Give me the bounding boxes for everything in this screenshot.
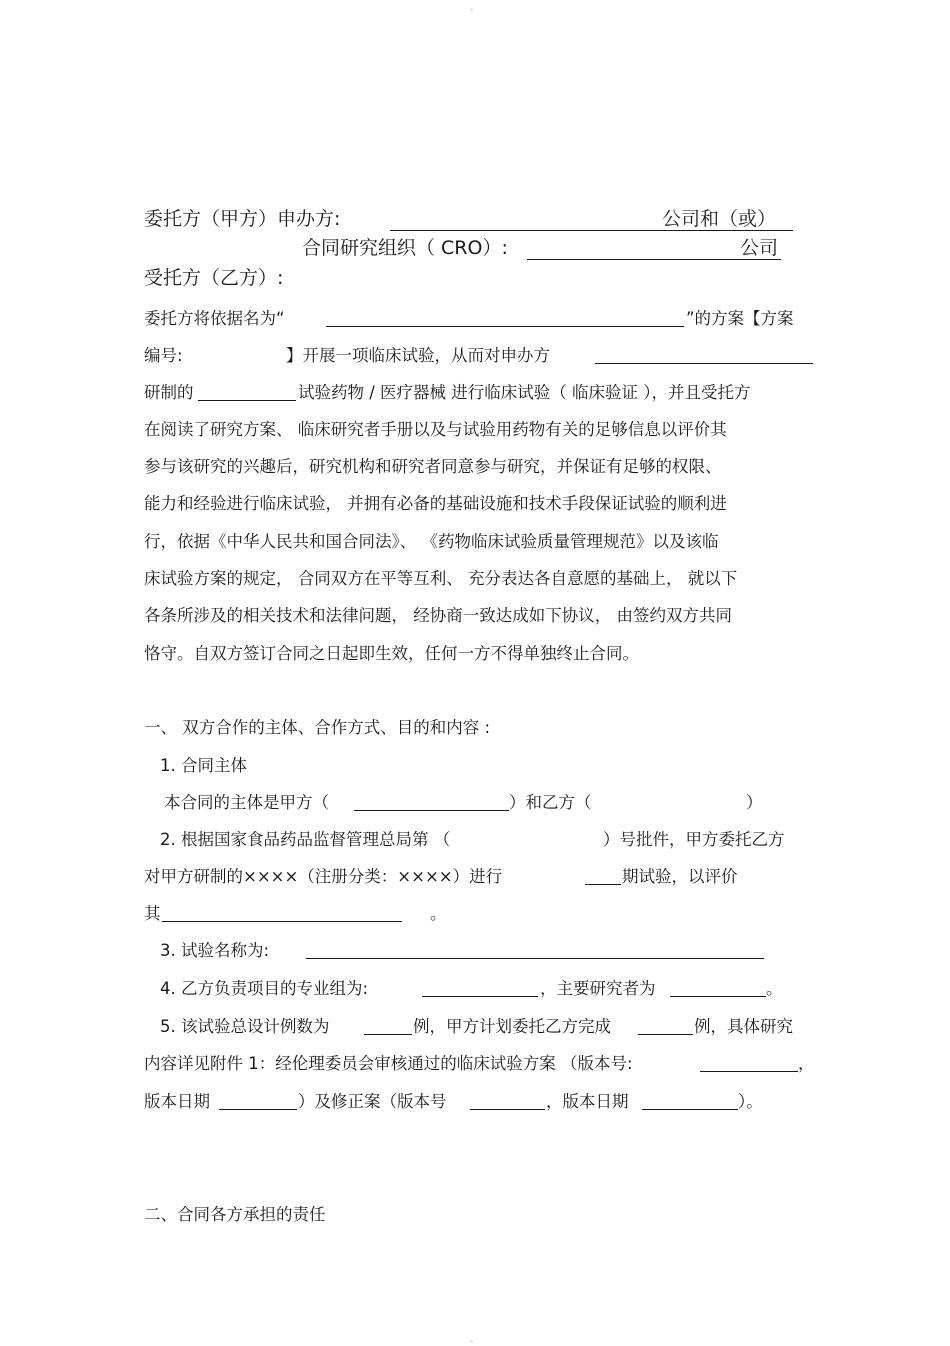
- cro-label: 合同研究组织（ CRO）:: [302, 237, 508, 259]
- item4-text-b: ，主要研究者为: [540, 979, 656, 998]
- intro-line-1a: 委托方将依据名为“: [144, 309, 285, 328]
- item5-text-g: ）及修正案（版本号: [298, 1092, 447, 1111]
- intro-line-8: 床试验方案的规定， 合同双方在平等互利、 充分表达各自意愿的基础上， 就以下: [144, 569, 738, 588]
- specialty-group-blank[interactable]: [422, 978, 538, 997]
- item5-text-f: 版本日期: [144, 1092, 210, 1111]
- item2-text-c: 对甲方研制的××××（注册分类：××××）进行: [144, 867, 503, 886]
- intro-line-1b: ”的方案【方案: [686, 309, 794, 328]
- item2-text-a: 2. 根据国家食品药品监督管理总局第 （: [160, 830, 451, 849]
- intro-line-3a: 研制的: [144, 383, 194, 402]
- intro-line-6: 能力和经验进行临床试验， 并拥有必备的基础设施和技术手段保证试验的顺利进: [144, 494, 727, 513]
- protocol-name-blank[interactable]: [326, 308, 684, 327]
- item2-text-e: 其: [144, 904, 161, 923]
- item1-text-c: ）: [746, 793, 763, 812]
- assigned-cases-blank[interactable]: [638, 1016, 693, 1035]
- page-bottom-mark: 。: [470, 1335, 478, 1344]
- intro-line-2a: 编号:: [144, 346, 183, 365]
- item5-text-a: 5. 该试验总设计例数为: [160, 1017, 330, 1036]
- item1-title: 1. 合同主体: [160, 756, 247, 775]
- version-date-blank[interactable]: [219, 1091, 297, 1110]
- section2-title: 二、合同各方承担的责任: [144, 1205, 326, 1224]
- item2-text-f: 。: [430, 904, 447, 923]
- item5-text-b: 例，甲方计划委托乙方完成: [413, 1017, 611, 1036]
- item4-text-c: 。: [766, 979, 783, 998]
- total-cases-blank[interactable]: [364, 1016, 412, 1035]
- trial-name-blank[interactable]: [306, 940, 764, 959]
- intro-line-9: 各条所涉及的相关技术和法律问题， 经协商一致达成如下协议， 由签约双方共同: [144, 606, 732, 625]
- intro-line-3b: 试验药物 / 医疗器械 进行临床试验（ 临床验证 ），并且受托方: [298, 383, 751, 402]
- sponsor-blank[interactable]: [595, 345, 813, 364]
- client-label: 委托方（甲方）申办方:: [144, 208, 341, 230]
- item3-text: 3. 试验名称为:: [160, 941, 270, 960]
- item2-text-d: 期试验，以评价: [622, 867, 738, 886]
- intro-line-4: 在阅读了研究方案、 临床研究者手册以及与试验用药物有关的足够信息以评价其: [144, 420, 727, 439]
- phase-blank[interactable]: [585, 866, 621, 885]
- principal-investigator-blank[interactable]: [670, 978, 766, 997]
- cro-suffix: 公司: [740, 237, 779, 259]
- item2-text-b: ）号批件，甲方委托乙方: [603, 830, 785, 849]
- page-top-mark: 。: [470, 3, 478, 12]
- item1-text-b: ）和乙方（: [509, 793, 592, 812]
- intro-line-2b: 】开展一项临床试验，从而对申办方: [286, 346, 550, 365]
- amendment-version-blank[interactable]: [470, 1091, 545, 1110]
- item1-text-a: 本合同的主体是甲方（: [164, 793, 329, 812]
- contractor-label: 受托方（乙方）:: [144, 267, 284, 289]
- intro-line-7: 行，依据《中华人民共和国合同法》、 《药物临床试验质量管理规范》以及该临: [144, 532, 719, 551]
- intro-line-10: 恪守。自双方签订合同之日起即生效，任何一方不得单独终止合同。: [144, 644, 639, 663]
- purpose-blank[interactable]: [162, 903, 402, 922]
- intro-line-5: 参与该研究的兴趣后，研究机构和研究者同意参与研究，并保证有足够的权限、: [144, 457, 722, 476]
- item5-text-e: ，: [798, 1054, 815, 1073]
- section1-title: 一、 双方合作的主体、合作方式、目的和内容 :: [144, 718, 491, 737]
- item4-text-a: 4. 乙方负责项目的专业组为:: [160, 979, 369, 998]
- client-line: [144, 207, 340, 231]
- version-number-blank[interactable]: [700, 1053, 798, 1072]
- item5-text-i: ）。: [738, 1092, 763, 1111]
- item5-text-d: 内容详见附件 1：经伦理委员会审核通过的临床试验方案 （版本号:: [144, 1054, 633, 1073]
- item5-text-h: ，版本日期: [546, 1092, 629, 1111]
- party-a-blank[interactable]: [354, 792, 509, 811]
- item5-text-c: 例，具体研究: [694, 1017, 793, 1036]
- amendment-date-blank[interactable]: [642, 1091, 738, 1110]
- drug-blank[interactable]: [198, 382, 296, 401]
- client-suffix: 公司和（或）: [662, 208, 777, 230]
